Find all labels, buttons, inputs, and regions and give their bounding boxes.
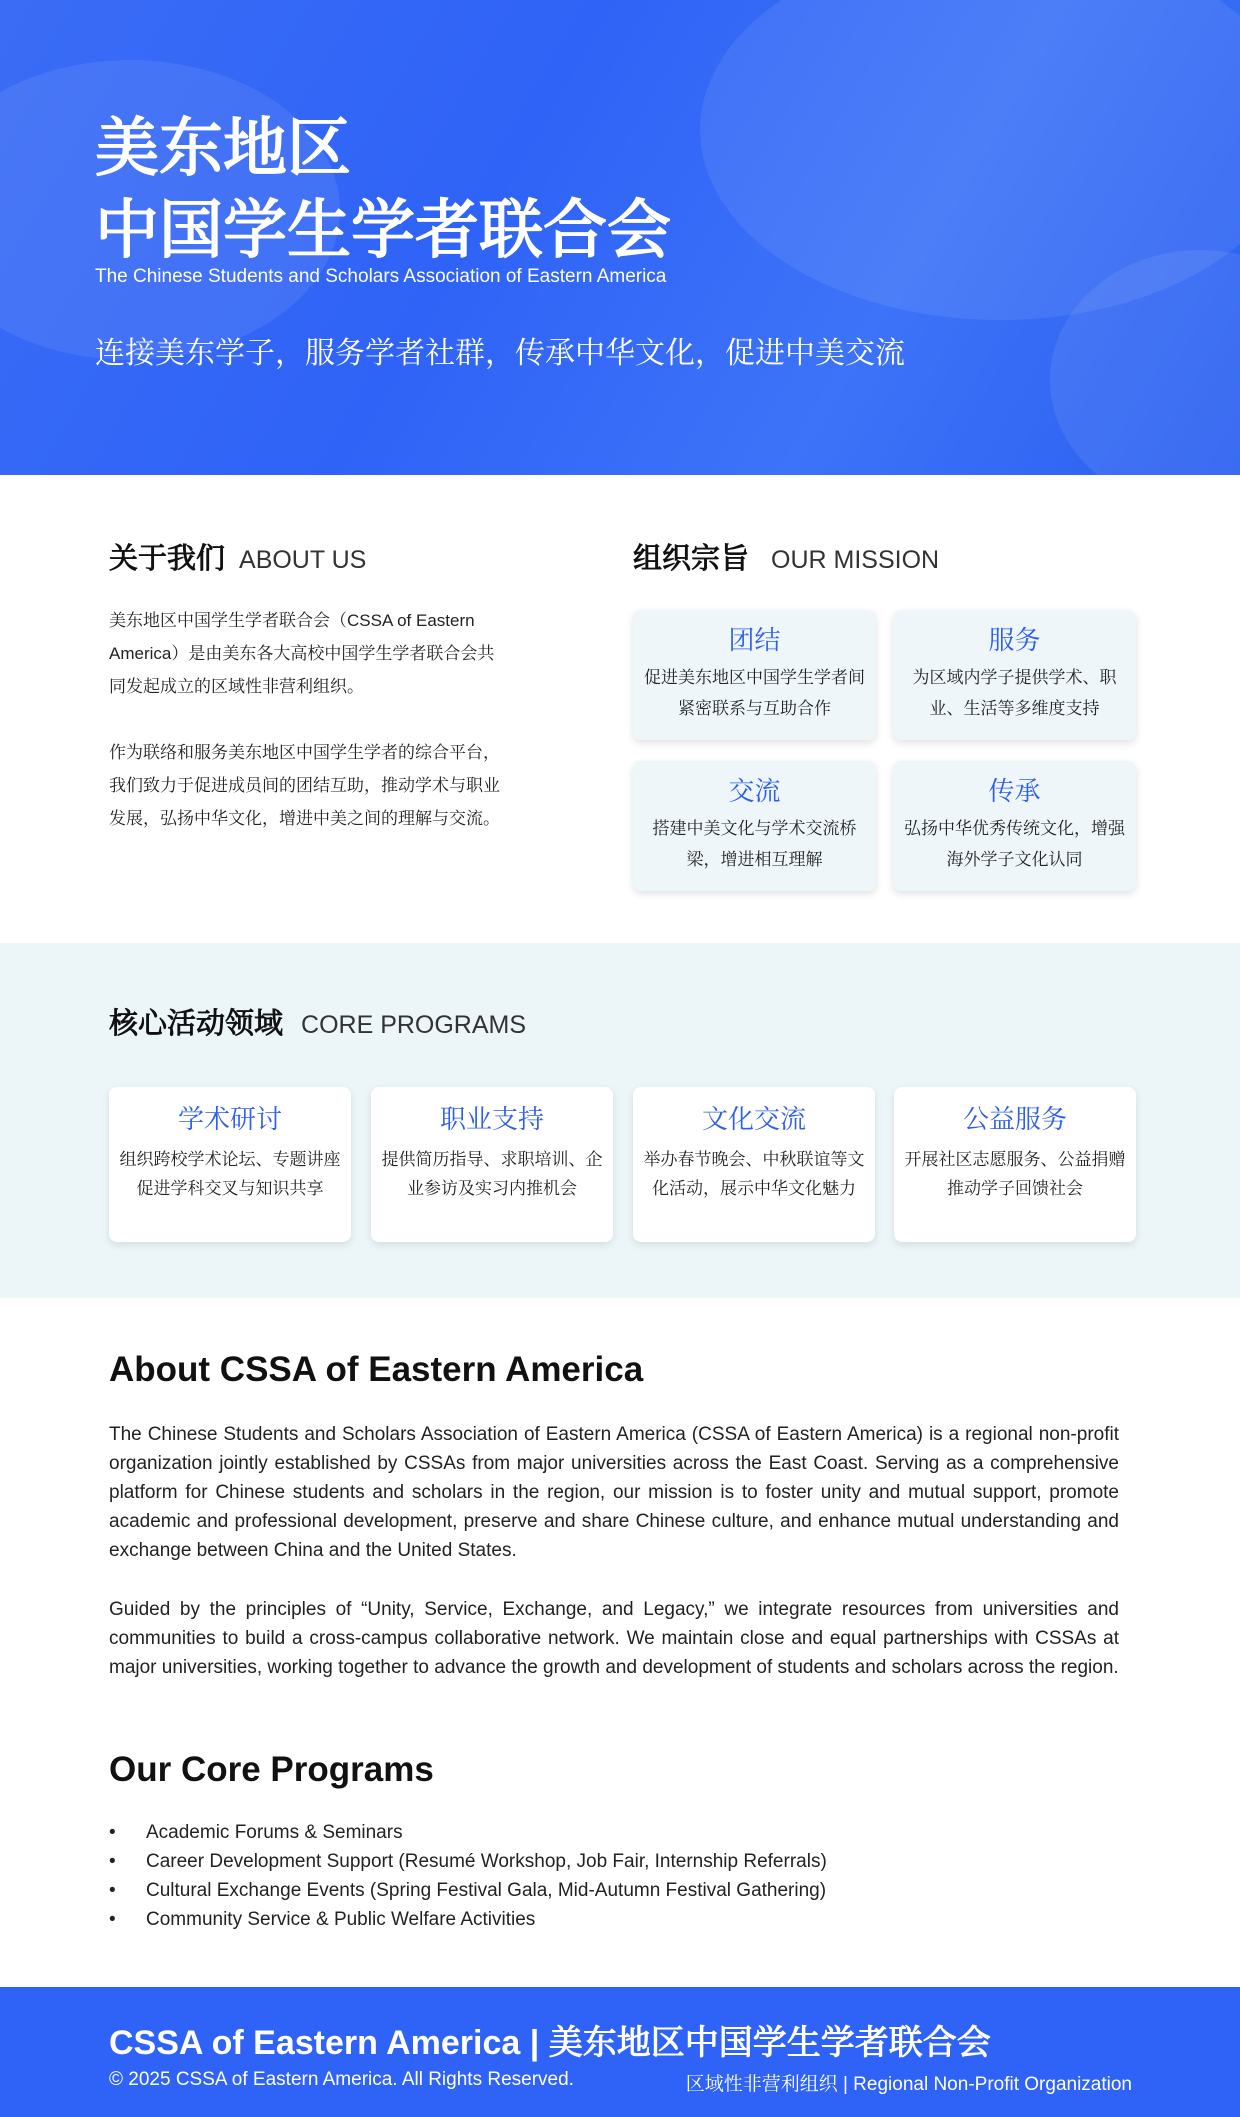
program-card <box>894 1087 1136 1242</box>
core-title-en: CORE PROGRAMS <box>301 1011 527 1039</box>
mission-title-en: OUR MISSION <box>771 546 940 574</box>
core-title-cn: 核心活动领域 <box>109 1006 284 1040</box>
hero-tagline: 连接美东学子，服务学者社群，传承中华文化，促进中美交流 <box>95 336 905 371</box>
card-title: 服务 <box>988 625 1041 655</box>
footer-copyright: © 2025 CSSA of Eastern America. All Rights Reserved. <box>109 2069 574 2090</box>
mission-heading <box>633 536 939 577</box>
list-item-text: Academic Forums & Seminars <box>146 1822 403 1843</box>
card-title: 学术研讨 <box>177 1104 282 1134</box>
bullet-icon: • <box>109 1880 116 1901</box>
hero-title-line1: 美东地区 <box>95 112 351 186</box>
program-card <box>633 1087 875 1242</box>
list-item <box>109 1818 827 1847</box>
list-item-text: Cultural Exchange Events (Spring Festival Gala, Mid-Autumn Festival Gathering) <box>146 1880 827 1901</box>
bullet-icon: • <box>109 1822 116 1843</box>
mission-card <box>893 761 1136 891</box>
card-title: 职业支持 <box>439 1104 544 1134</box>
mission-card <box>633 610 876 740</box>
hero-banner <box>0 0 1240 475</box>
mission-card <box>633 761 876 891</box>
about-title-cn: 关于我们 <box>109 541 226 575</box>
card-desc: 组织跨校学术论坛、专题讲座促进学科交叉与知识共享 <box>119 1150 341 1198</box>
card-desc: 弘扬中华优秀传统文化，增强海外学子文化认同 <box>904 819 1125 869</box>
list-item-text: Career Development Support (Resumé Workshop, Job Fair, Internship Referrals) <box>146 1851 827 1872</box>
card-desc: 举办春节晚会、中秋联谊等文化活动，展示中华文化魅力 <box>643 1150 865 1198</box>
list-item-text: Community Service & Public Welfare Activities <box>146 1909 536 1930</box>
list-item <box>109 1905 827 1934</box>
program-card <box>371 1087 613 1242</box>
mission-title-cn: 组织宗旨 <box>633 541 750 575</box>
footer-org-type: 区域性非营利组织 | Regional Non-Profit Organization <box>685 2074 1132 2095</box>
about-title-en: ABOUT US <box>239 546 367 574</box>
card-desc: 开展社区志愿服务、公益捐赠推动学子回馈社会 <box>904 1150 1126 1198</box>
about-heading <box>109 536 366 577</box>
about-paragraph: 美东地区中国学生学者联合会（CSSA of Eastern America）是由美东各大高校中国学生学者联合会共同发起成立的区域性非营利组织。 <box>109 611 495 696</box>
list-item <box>109 1847 827 1876</box>
about-paragraph: 作为联络和服务美东地区中国学生学者的综合平台，我们致力于促进成员间的团结互助，推动学术与职业发展，弘扬中华文化，增进中美之间的理解与交流。 <box>109 743 500 828</box>
card-desc: 搭建中美文化与学术交流桥梁，增进相互理解 <box>652 819 857 869</box>
bullet-icon: • <box>109 1909 116 1930</box>
bullet-icon: • <box>109 1851 116 1872</box>
english-paragraph: Guided by the principles of “Unity, Service, Exchange, and Legacy,” we integrate resources from universities and communities to build a cross-campus collaborative network. We maintain close and equal partnerships with CSSAs at major universities, working together to advance the growth and development of students and scholars across the region. <box>109 1599 1119 1678</box>
footer-title: CSSA of Eastern America | 美东地区中国学生学者联合会 <box>109 2024 991 2062</box>
card-desc: 提供简历指导、求职培训、企业参访及实习内推机会 <box>381 1150 603 1198</box>
english-heading: About CSSA of Eastern America <box>109 1350 644 1389</box>
list-item <box>109 1876 827 1905</box>
hero-title-line2: 中国学生学者联合会 <box>95 194 671 268</box>
card-title: 传承 <box>988 776 1041 806</box>
hero-subtitle: The Chinese Students and Scholars Association of Eastern America <box>95 266 667 287</box>
card-title: 文化交流 <box>701 1104 806 1134</box>
programs-heading: Our Core Programs <box>109 1750 434 1789</box>
card-title: 团结 <box>728 625 781 655</box>
program-card <box>109 1087 351 1242</box>
card-title: 交流 <box>728 776 781 806</box>
footer <box>0 1987 1240 2117</box>
core-programs-section <box>0 943 1240 1298</box>
card-title: 公益服务 <box>962 1104 1067 1134</box>
hero-title <box>95 108 671 272</box>
mission-card <box>893 610 1136 740</box>
programs-list <box>109 1818 827 1934</box>
card-desc: 促进美东地区中国学生学者间紧密联系与互助合作 <box>644 668 865 718</box>
english-paragraph: The Chinese Students and Scholars Association of Eastern America (CSSA of Eastern America) is a regional non-profit organization jointly established by CSSAs from major universities across the East Coast. Serving as a comprehensive platform for Chinese students and scholars in the region, our mission is to foster unity and mutual support, promote academic and professional development, preserve and share Chinese culture, and enhance mutual understanding and exchange between China and the United States. <box>109 1424 1119 1561</box>
card-desc: 为区域内学子提供学术、职业、生活等多维度支持 <box>912 668 1117 718</box>
core-heading <box>109 1001 526 1042</box>
